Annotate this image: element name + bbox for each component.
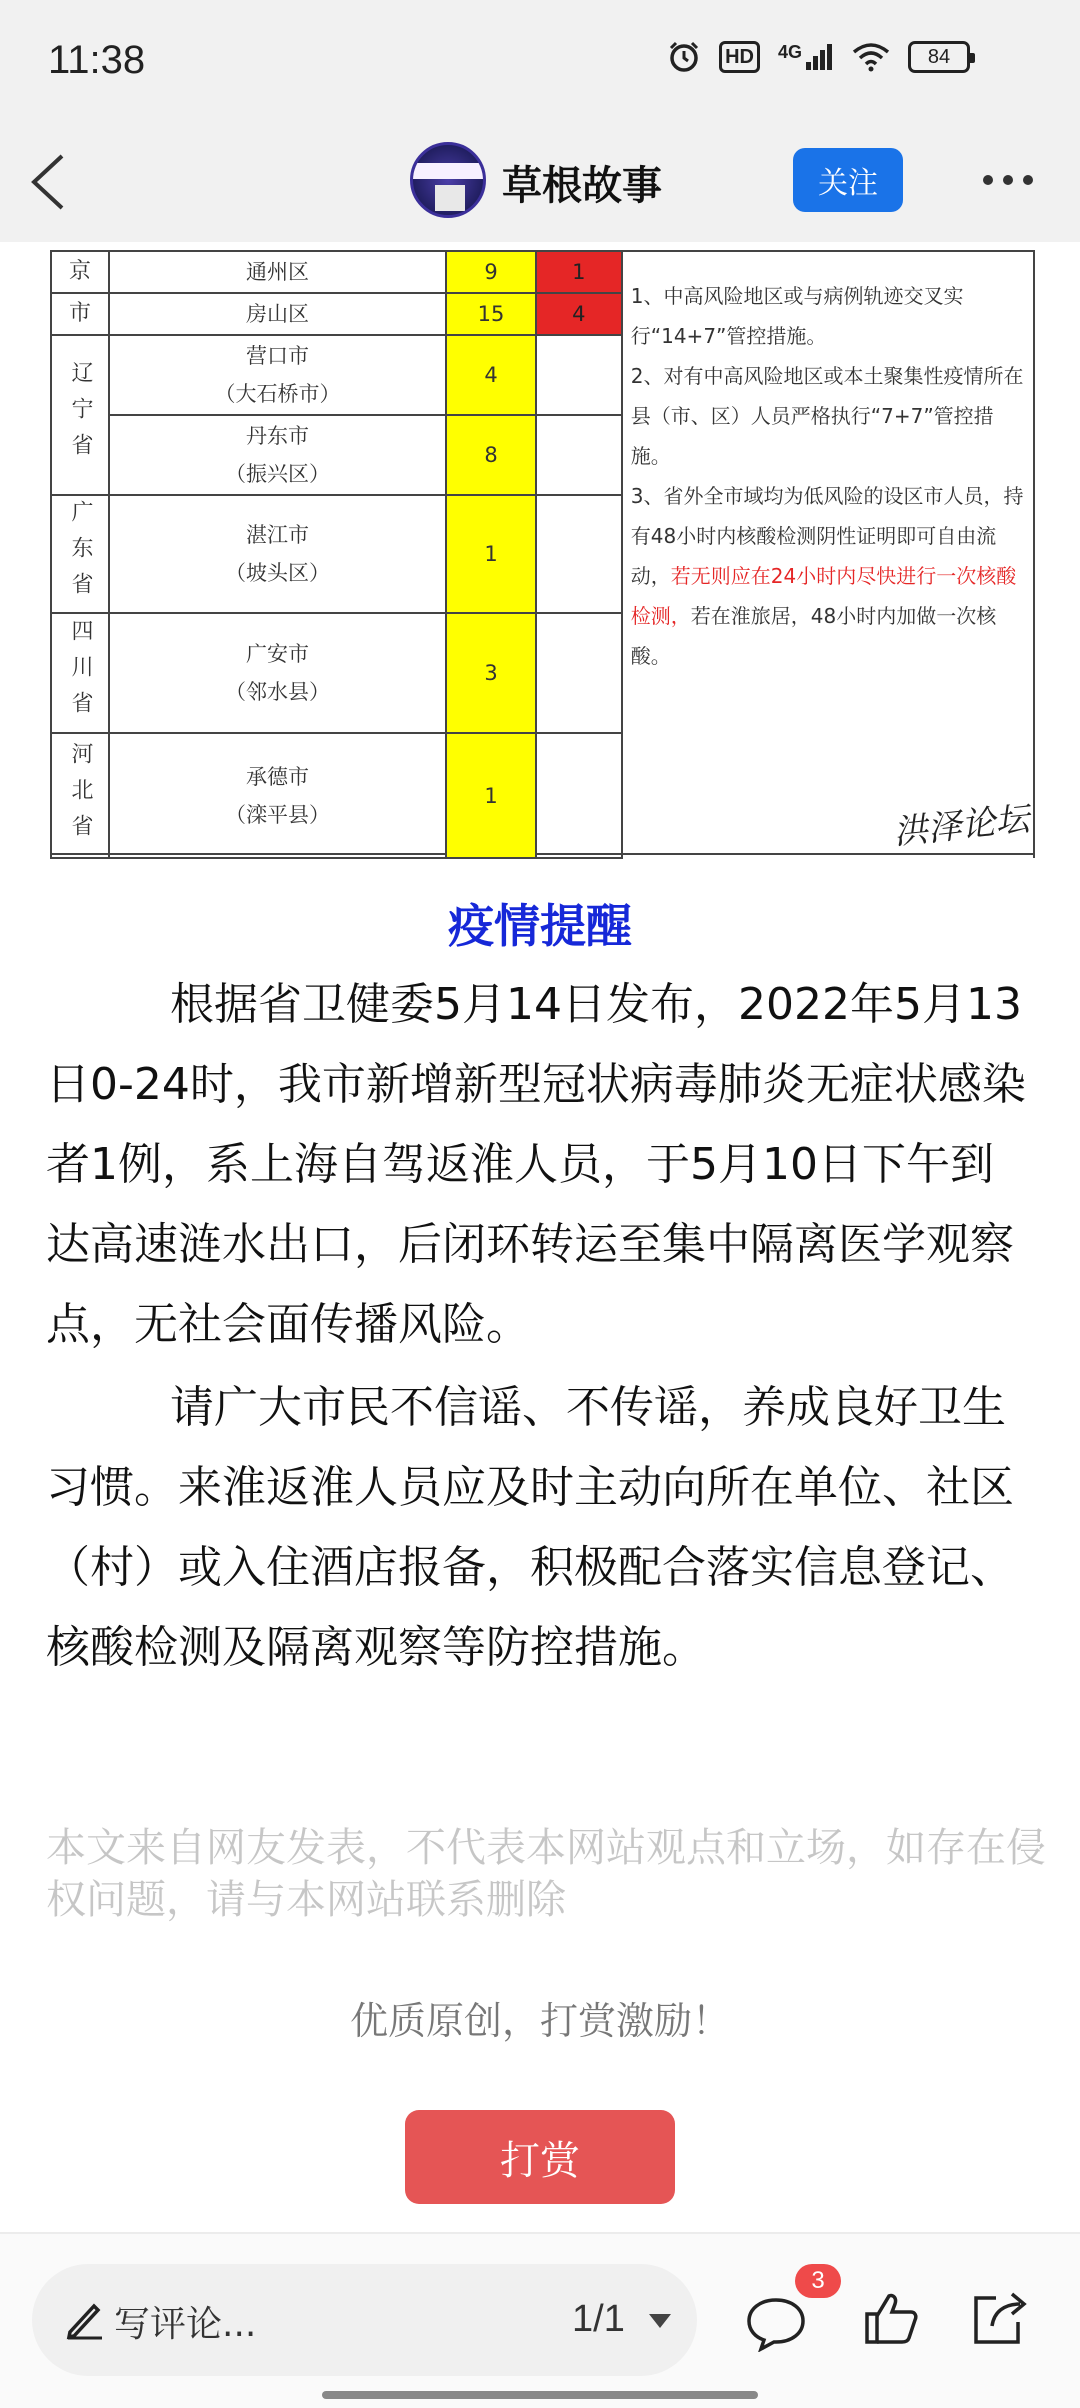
note-3 bbox=[631, 476, 1025, 676]
province-cell: 广东省 bbox=[51, 495, 109, 613]
district-name: （滦平县） bbox=[225, 802, 331, 827]
reward-prompt: 优质原创，打赏激励！ bbox=[349, 1999, 730, 2043]
district-name: （大石桥市） bbox=[214, 382, 341, 406]
count-cell: 3 bbox=[446, 613, 536, 733]
note-3c: 若在淮旅居，48小时内加做一次核酸。 bbox=[630, 604, 997, 668]
author-name[interactable]: 草根故事 bbox=[502, 163, 662, 209]
forum-watermark: 洪泽论坛 bbox=[891, 798, 1032, 853]
province-cell: 四川省 bbox=[51, 613, 109, 733]
province-cell: 京 bbox=[51, 251, 109, 293]
disclaimer-text: 本文来自网友发表，不代表本网站观点和立场，如存在侵权问题，请与本网站联系删除 bbox=[46, 1825, 1046, 1923]
comment-placeholder: 写评论... bbox=[114, 2304, 257, 2345]
extra-count-cell: 4 bbox=[536, 293, 622, 335]
count-cell: 4 bbox=[446, 335, 536, 415]
battery-icon bbox=[908, 41, 970, 73]
note-2: 2、对有中高风险地区或本土聚集性疫情所在县（市、区）人员严格执行“7+7”管控措施。 bbox=[630, 364, 1024, 468]
city-cell bbox=[109, 335, 446, 415]
city-cell bbox=[109, 733, 446, 858]
province-cell: 河北省 bbox=[51, 733, 109, 858]
pencil-icon bbox=[64, 2298, 104, 2340]
wifi-icon bbox=[852, 42, 890, 72]
city-name: 承德市 bbox=[246, 764, 310, 789]
district-name: （坡头区） bbox=[225, 561, 331, 585]
signal-icon bbox=[778, 42, 834, 72]
count-cell: 15 bbox=[446, 293, 536, 335]
paragraph-1-text: 根据省卫健委5月14日发布，2022年5月13日0-24时，我市新增新型冠状病毒肺炎无症状感染者1例，系上海自驾返淮人员，于5月10日下午到达高速涟水出口，后闭环转运至集中隔离医学观察点，无社会面传播风险。 bbox=[46, 979, 1026, 1350]
risk-area-table-image bbox=[50, 250, 1035, 855]
status-time: 11:38 bbox=[48, 38, 146, 82]
note-3a: 3、省外全市域均为低风险的设区市人员，持有48小时内核酸检测阴性证明即可自由流动， bbox=[630, 484, 1024, 588]
city-name: 湛江市 bbox=[246, 523, 310, 547]
city-cell bbox=[109, 613, 446, 733]
risk-area-table bbox=[50, 250, 1035, 859]
home-indicator[interactable] bbox=[322, 2391, 758, 2399]
district-name: （振兴区） bbox=[225, 462, 331, 486]
back-arrow-icon[interactable] bbox=[22, 150, 82, 214]
top-nav-bar bbox=[0, 120, 1080, 242]
extra-count-cell bbox=[536, 495, 622, 613]
extra-count-cell bbox=[536, 613, 622, 733]
battery-level: 84 bbox=[927, 45, 951, 68]
hd-badge: HD bbox=[719, 41, 760, 73]
article-paragraph-2 bbox=[46, 1368, 1036, 1688]
note-1: 1、中高风险地区或与病例轨迹交叉实行“14+7”管控措施。 bbox=[630, 284, 964, 348]
alarm-icon bbox=[667, 40, 701, 74]
province-cell: 市 bbox=[51, 293, 109, 335]
follow-button[interactable]: 关注 bbox=[793, 148, 903, 212]
reward-button[interactable]: 打赏 bbox=[405, 2110, 675, 2204]
count-cell: 8 bbox=[446, 415, 536, 495]
article-headline: 疫情提醒 bbox=[448, 899, 632, 953]
page-indicator[interactable]: 1/1 bbox=[572, 2298, 625, 2340]
thumbs-up-icon[interactable] bbox=[863, 2290, 919, 2346]
extra-count-cell bbox=[536, 415, 622, 495]
city-name: 丹东市 bbox=[246, 424, 310, 448]
note-3b: 若无则应在24小时内尽快进行一次核酸检测， bbox=[630, 564, 1017, 628]
network-type: 4G bbox=[777, 42, 802, 62]
extra-count-cell bbox=[536, 733, 622, 858]
extra-count-cell: 1 bbox=[536, 251, 622, 293]
author-avatar[interactable] bbox=[410, 142, 486, 218]
province-cell: 辽宁省 bbox=[51, 335, 109, 495]
more-options-icon[interactable] bbox=[980, 172, 1036, 188]
status-bar bbox=[0, 0, 1080, 120]
comment-bubble-icon[interactable] bbox=[745, 2294, 807, 2352]
city-cell bbox=[109, 495, 446, 613]
count-cell: 1 bbox=[446, 733, 536, 858]
measures-notes bbox=[622, 251, 1034, 858]
caret-down-icon[interactable] bbox=[647, 2312, 673, 2330]
article-paragraph-1 bbox=[46, 965, 1036, 1365]
comment-count-badge: 3 bbox=[795, 2264, 841, 2298]
share-icon[interactable] bbox=[968, 2290, 1028, 2346]
paragraph-2-text: 请广大市民不信谣、不传谣，养成良好卫生习惯。来淮返淮人员应及时主动向所在单位、社区（村）或入住酒店报备，积极配合落实信息登记、核酸检测及隔离观察等防控措施。 bbox=[46, 1382, 1014, 1673]
bottom-action-bar bbox=[0, 2232, 1080, 2408]
city-name: 广安市 bbox=[246, 642, 310, 666]
city-name: 营口市 bbox=[246, 344, 310, 368]
comment-input[interactable] bbox=[32, 2264, 697, 2376]
city-cell: 房山区 bbox=[109, 293, 446, 335]
city-cell: 通州区 bbox=[109, 251, 446, 293]
status-icons bbox=[667, 40, 970, 74]
extra-count-cell bbox=[536, 335, 622, 415]
count-cell: 1 bbox=[446, 495, 536, 613]
count-cell: 9 bbox=[446, 251, 536, 293]
city-cell bbox=[109, 415, 446, 495]
district-name: （邻水县） bbox=[225, 680, 331, 704]
